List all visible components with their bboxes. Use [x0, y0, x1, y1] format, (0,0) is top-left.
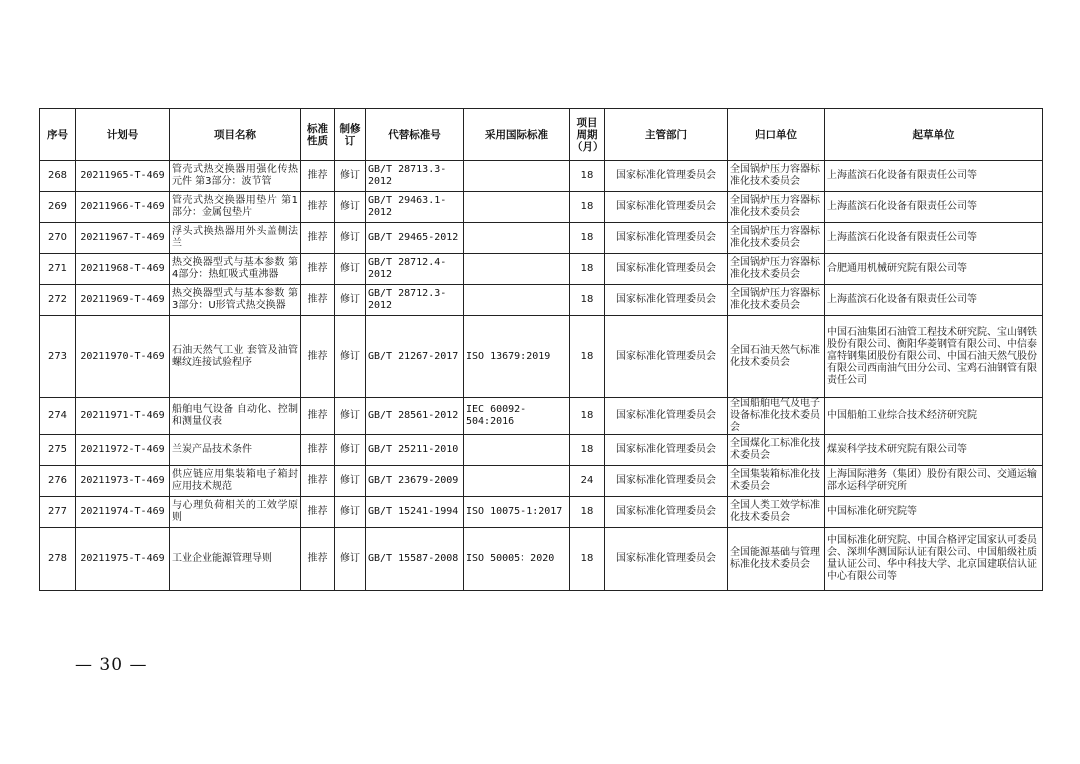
- cell-drafting-unit: 上海蓝滨石化设备有限责任公司等: [825, 192, 1043, 223]
- cell-replaced-standard: GB/T 15241-1994: [366, 497, 464, 528]
- cell-department: 国家标准化管理委员会: [605, 435, 728, 466]
- header-revision-type: 制修订: [335, 109, 366, 161]
- cell-drafting-unit: 上海蓝滨石化设备有限责任公司等: [825, 223, 1043, 254]
- cell-cycle: 18: [570, 528, 605, 591]
- table-row: [40, 466, 1043, 497]
- cell-project-name: 浮头式换热器用外头盖侧法兰: [170, 223, 301, 254]
- cell-nature: 推荐: [301, 316, 335, 398]
- cell-department: 国家标准化管理委员会: [605, 398, 728, 435]
- cell-department: 国家标准化管理委员会: [605, 285, 728, 316]
- cell-international-standard: [464, 435, 570, 466]
- header-serial: 序号: [40, 109, 76, 161]
- cell-revision: 修订: [335, 497, 366, 528]
- table-row: [40, 285, 1043, 316]
- cell-drafting-unit: 煤炭科学技术研究院有限公司等: [825, 435, 1043, 466]
- cell-plan-number: 20211967-T-469: [76, 223, 170, 254]
- cell-serial: 269: [40, 192, 76, 223]
- cell-replaced-standard: GB/T 29465-2012: [366, 223, 464, 254]
- table-row: [40, 254, 1043, 285]
- cell-project-name: 工业企业能源管理导则: [170, 528, 301, 591]
- cell-nature: 推荐: [301, 398, 335, 435]
- header-technical-committee: 归口单位: [728, 109, 825, 161]
- cell-cycle: 18: [570, 161, 605, 192]
- header-project-name: 项目名称: [170, 109, 301, 161]
- cell-drafting-unit: 上海蓝滨石化设备有限责任公司等: [825, 161, 1043, 192]
- cell-plan-number: 20211968-T-469: [76, 254, 170, 285]
- cell-cycle: 18: [570, 254, 605, 285]
- cell-project-name: 管壳式热交换器用强化传热元件 第3部分：波节管: [170, 161, 301, 192]
- cell-cycle: 18: [570, 497, 605, 528]
- cell-cycle: 18: [570, 316, 605, 398]
- cell-technical-committee: 全国煤化工标准化技术委员会: [728, 435, 825, 466]
- cell-technical-committee: 全国集装箱标准化技术委员会: [728, 466, 825, 497]
- cell-serial: 273: [40, 316, 76, 398]
- cell-replaced-standard: GB/T 28713.3-2012: [366, 161, 464, 192]
- table-row: [40, 435, 1043, 466]
- cell-cycle: 18: [570, 285, 605, 316]
- cell-replaced-standard: GB/T 15587-2008: [366, 528, 464, 591]
- cell-plan-number: 20211972-T-469: [76, 435, 170, 466]
- cell-technical-committee: 全国人类工效学标准化技术委员会: [728, 497, 825, 528]
- cell-drafting-unit: 中国船舶工业综合技术经济研究院: [825, 398, 1043, 435]
- cell-project-name: 与心理负荷相关的工效学原则: [170, 497, 301, 528]
- cell-drafting-unit: 中国标准化研究院等: [825, 497, 1043, 528]
- header-plan-number: 计划号: [76, 109, 170, 161]
- cell-plan-number: 20211969-T-469: [76, 285, 170, 316]
- cell-revision: 修订: [335, 316, 366, 398]
- cell-project-name: 热交换器型式与基本参数 第4部分：热虹吸式重沸器: [170, 254, 301, 285]
- cell-technical-committee: 全国能源基础与管理标准化技术委员会: [728, 528, 825, 591]
- table-row: [40, 192, 1043, 223]
- cell-serial: 275: [40, 435, 76, 466]
- cell-drafting-unit: 上海蓝滨石化设备有限责任公司等: [825, 285, 1043, 316]
- cell-department: 国家标准化管理委员会: [605, 497, 728, 528]
- table-row: [40, 223, 1043, 254]
- cell-serial: 277: [40, 497, 76, 528]
- cell-revision: 修订: [335, 466, 366, 497]
- cell-revision: 修订: [335, 161, 366, 192]
- cell-plan-number: 20211974-T-469: [76, 497, 170, 528]
- cell-plan-number: 20211975-T-469: [76, 528, 170, 591]
- cell-nature: 推荐: [301, 254, 335, 285]
- cell-serial: 271: [40, 254, 76, 285]
- table-row: [40, 398, 1043, 435]
- cell-drafting-unit: 合肥通用机械研究院有限公司等: [825, 254, 1043, 285]
- cell-project-name: 船舶电气设备 自动化、控制和测量仪表: [170, 398, 301, 435]
- cell-drafting-unit: 中国标准化研究院、中国合格评定国家认可委员会、深圳华测国际认证有限公司、中国船级社质量认证公司、华中科技大学、北京国建联信认证中心有限公司等: [825, 528, 1043, 591]
- cell-serial: 270: [40, 223, 76, 254]
- cell-serial: 272: [40, 285, 76, 316]
- cell-department: 国家标准化管理委员会: [605, 316, 728, 398]
- table-row: [40, 528, 1043, 591]
- table-row: [40, 161, 1043, 192]
- cell-international-standard: [464, 466, 570, 497]
- cell-international-standard: ISO 50005：2020: [464, 528, 570, 591]
- cell-nature: 推荐: [301, 161, 335, 192]
- cell-revision: 修订: [335, 223, 366, 254]
- cell-replaced-standard: GB/T 23679-2009: [366, 466, 464, 497]
- cell-serial: 274: [40, 398, 76, 435]
- cell-technical-committee: 全国锅炉压力容器标准化技术委员会: [728, 161, 825, 192]
- cell-international-standard: [464, 254, 570, 285]
- cell-plan-number: 20211966-T-469: [76, 192, 170, 223]
- cell-international-standard: [464, 285, 570, 316]
- cell-technical-committee: 全国锅炉压力容器标准化技术委员会: [728, 285, 825, 316]
- cell-department: 国家标准化管理委员会: [605, 223, 728, 254]
- cell-technical-committee: 全国锅炉压力容器标准化技术委员会: [728, 223, 825, 254]
- header-project-cycle: 项目周期（月）: [570, 109, 605, 161]
- page-number: — 30 —: [75, 655, 148, 675]
- cell-international-standard: IEC 60092-504:2016: [464, 398, 570, 435]
- cell-replaced-standard: GB/T 28561-2012: [366, 398, 464, 435]
- cell-replaced-standard: GB/T 29463.1-2012: [366, 192, 464, 223]
- cell-serial: 276: [40, 466, 76, 497]
- header-replaced-standard: 代替标准号: [366, 109, 464, 161]
- cell-international-standard: [464, 192, 570, 223]
- cell-plan-number: 20211970-T-469: [76, 316, 170, 398]
- cell-department: 国家标准化管理委员会: [605, 161, 728, 192]
- cell-cycle: 18: [570, 398, 605, 435]
- cell-international-standard: [464, 223, 570, 254]
- cell-cycle: 24: [570, 466, 605, 497]
- cell-nature: 推荐: [301, 497, 335, 528]
- cell-drafting-unit: 中国石油集团石油管工程技术研究院、宝山钢铁股份有限公司、衡阳华菱钢管有限公司、中信泰富特钢集团股份有限公司、中国石油天然气股份有限公司西南油气田分公司、宝鸡石油钢管有限责任公司: [825, 316, 1043, 398]
- cell-nature: 推荐: [301, 466, 335, 497]
- standards-plan-table: [39, 108, 1043, 591]
- table-row: [40, 316, 1043, 398]
- cell-replaced-standard: GB/T 25211-2010: [366, 435, 464, 466]
- cell-nature: 推荐: [301, 223, 335, 254]
- cell-international-standard: ISO 13679:2019: [464, 316, 570, 398]
- cell-project-name: 管壳式热交换器用垫片 第1部分：金属包垫片: [170, 192, 301, 223]
- cell-project-name: 石油天然气工业 套管及油管螺纹连接试验程序: [170, 316, 301, 398]
- cell-cycle: 18: [570, 192, 605, 223]
- cell-serial: 278: [40, 528, 76, 591]
- cell-project-name: 供应链应用集装箱电子箱封应用技术规范: [170, 466, 301, 497]
- cell-technical-committee: 全国石油天然气标准化技术委员会: [728, 316, 825, 398]
- cell-revision: 修订: [335, 435, 366, 466]
- header-international-standard: 采用国际标准: [464, 109, 570, 161]
- cell-revision: 修订: [335, 254, 366, 285]
- cell-nature: 推荐: [301, 528, 335, 591]
- cell-department: 国家标准化管理委员会: [605, 528, 728, 591]
- cell-department: 国家标准化管理委员会: [605, 254, 728, 285]
- cell-technical-committee: 全国锅炉压力容器标准化技术委员会: [728, 254, 825, 285]
- cell-technical-committee: 全国锅炉压力容器标准化技术委员会: [728, 192, 825, 223]
- cell-plan-number: 20211971-T-469: [76, 398, 170, 435]
- cell-revision: 修订: [335, 398, 366, 435]
- cell-replaced-standard: GB/T 28712.4-2012: [366, 254, 464, 285]
- cell-plan-number: 20211973-T-469: [76, 466, 170, 497]
- table-header-row: [40, 109, 1043, 161]
- cell-replaced-standard: GB/T 21267-2017: [366, 316, 464, 398]
- cell-plan-number: 20211965-T-469: [76, 161, 170, 192]
- cell-revision: 修订: [335, 285, 366, 316]
- cell-serial: 268: [40, 161, 76, 192]
- cell-replaced-standard: GB/T 28712.3-2012: [366, 285, 464, 316]
- cell-cycle: 18: [570, 435, 605, 466]
- cell-project-name: 热交换器型式与基本参数 第3部分：U形管式热交换器: [170, 285, 301, 316]
- cell-nature: 推荐: [301, 285, 335, 316]
- cell-revision: 修订: [335, 528, 366, 591]
- cell-revision: 修订: [335, 192, 366, 223]
- cell-nature: 推荐: [301, 435, 335, 466]
- header-competent-department: 主管部门: [605, 109, 728, 161]
- cell-department: 国家标准化管理委员会: [605, 192, 728, 223]
- cell-drafting-unit: 上海国际港务（集团）股份有限公司、交通运输部水运科学研究所: [825, 466, 1043, 497]
- cell-project-name: 兰炭产品技术条件: [170, 435, 301, 466]
- header-drafting-unit: 起草单位: [825, 109, 1043, 161]
- header-standard-nature: 标准性质: [301, 109, 335, 161]
- cell-international-standard: ISO 10075-1:2017: [464, 497, 570, 528]
- cell-nature: 推荐: [301, 192, 335, 223]
- cell-international-standard: [464, 161, 570, 192]
- cell-technical-committee: 全国船舶电气及电子设备标准化技术委员会: [728, 398, 825, 435]
- cell-department: 国家标准化管理委员会: [605, 466, 728, 497]
- table-row: [40, 497, 1043, 528]
- cell-cycle: 18: [570, 223, 605, 254]
